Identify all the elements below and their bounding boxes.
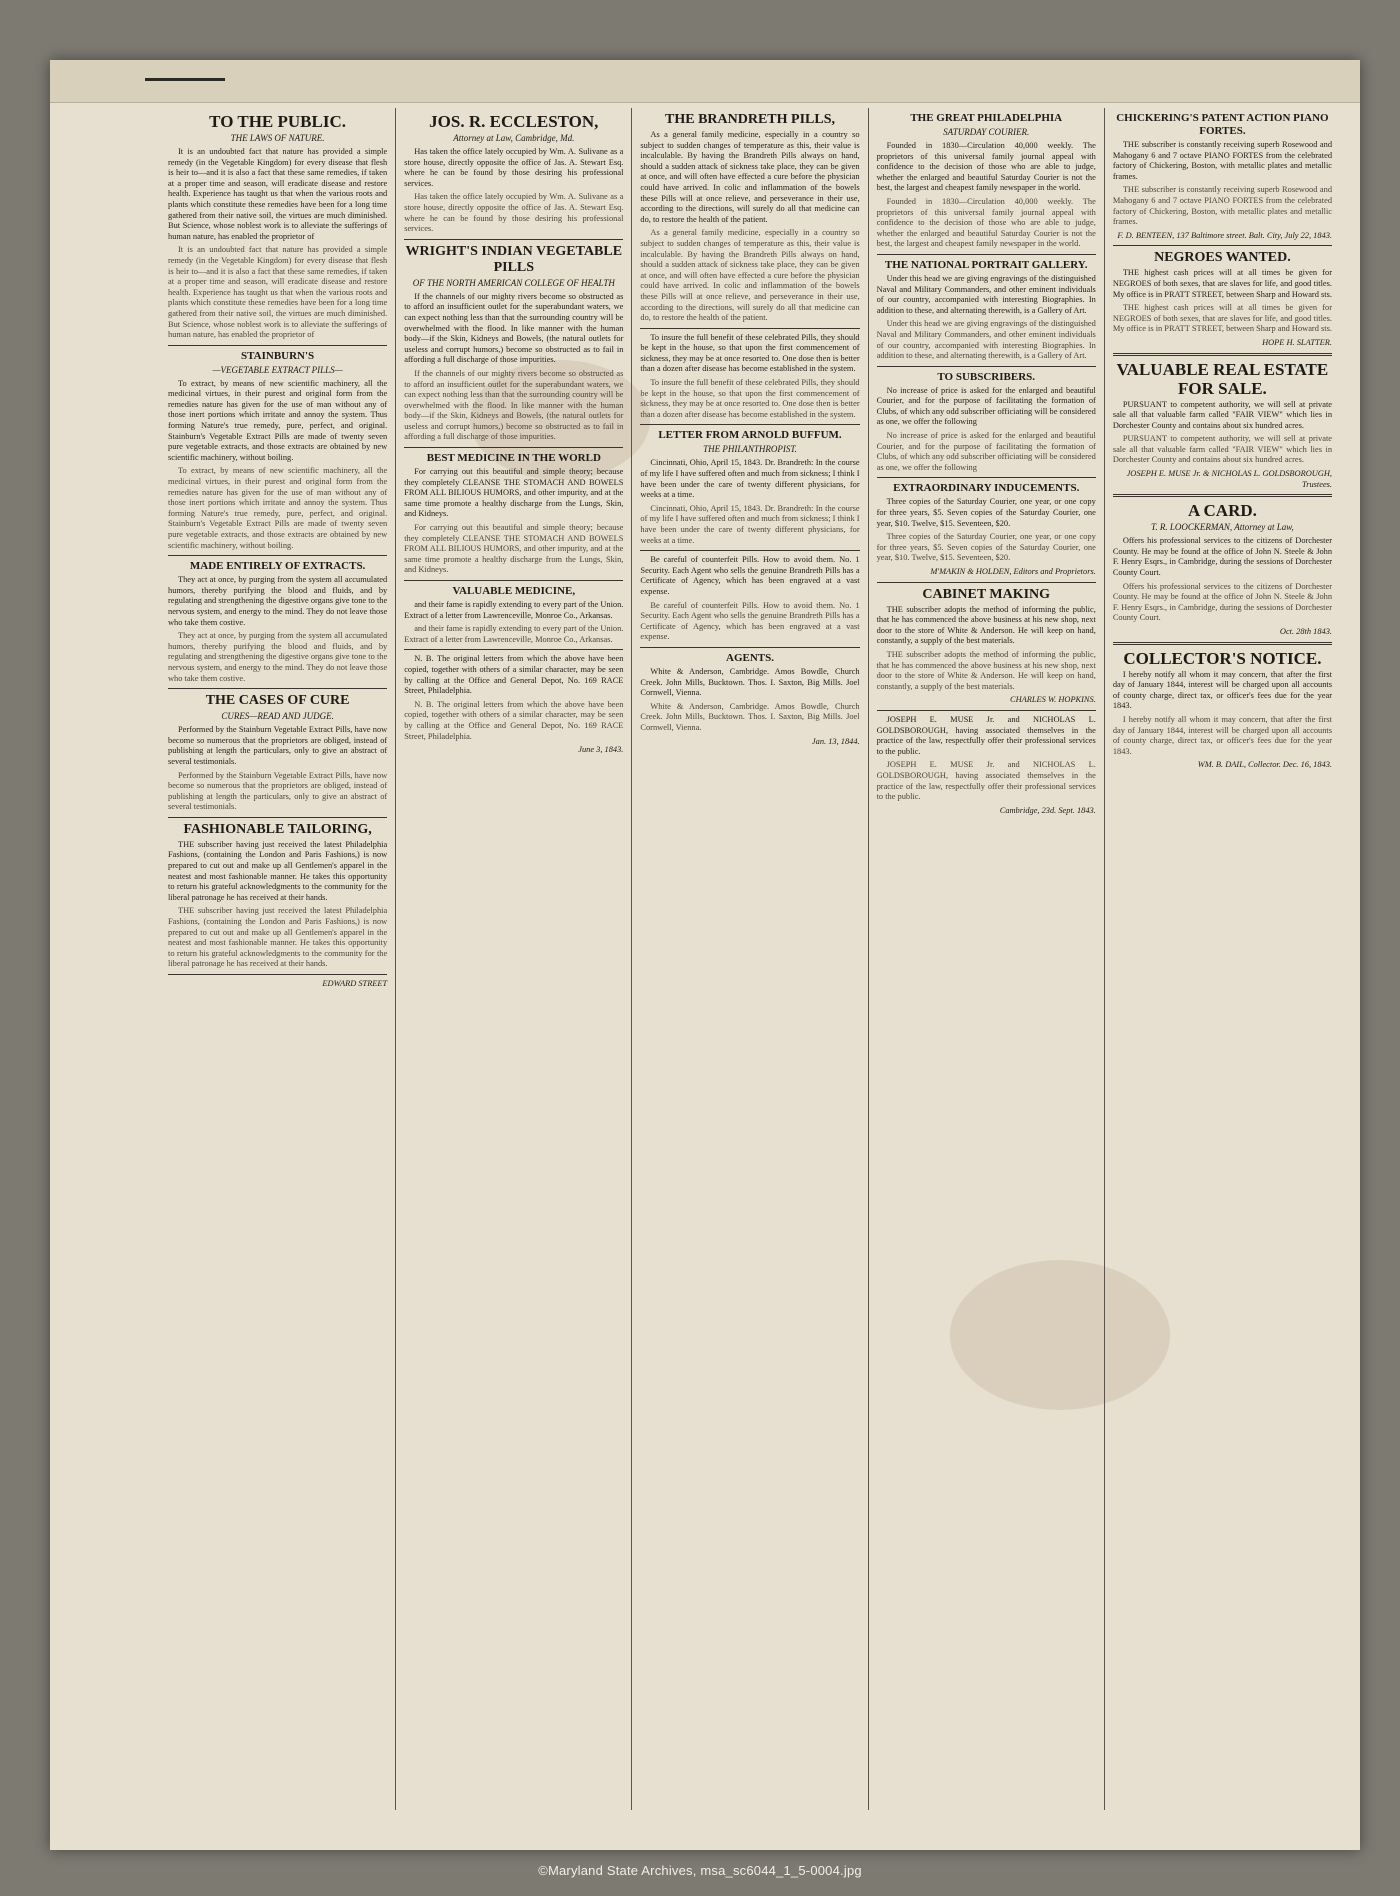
ad-body-continued: They act at once, by purging from the system all accumulated humors, thereby purifying the blood and fluids, and by regulating and strengthening the digestive organs give tone to the nervous system, and energy to the mind. They do not leave those who take them costive.	[168, 631, 388, 683]
ad-body-continued: To extract, by means of new scientific machinery, all the medicinal virtues, in their purest and original form from the remedies nature has given for the use of man without any of those inert portions which irritate and annoy the system. Thus forming Nature's true remedy, pure, perfect, and original. Stainburn's Vegetable Extract Pills are made of twenty seven pure vegetable extracts, and those extracts are obtained by new scientific machinery, without boiling.	[168, 466, 388, 550]
ad-body-continued: For carrying out this beautiful and simple theory; because they completely CLEANSE THE STOMACH AND BOWELS FROM ALL BILIOUS HUMORS, and other impurity, and at the same time promote a healthy discharge from the Lungs, Skin, and Kidneys.	[404, 523, 624, 575]
ad-heading: THE CASES OF CURE	[205, 693, 350, 709]
column-rule	[640, 424, 859, 425]
column-rule	[877, 477, 1096, 478]
ad-heading: CHICKERING'S PATENT ACTION PIANO FORTES.	[1116, 112, 1329, 137]
column-5	[1105, 108, 1340, 1810]
ad-heading: VALUABLE MEDICINE,	[452, 585, 576, 597]
ad-signature: JOSEPH E. MUSE Jr. & NICHOLAS L. GOLDSBOROUGH, Trustees.	[1126, 469, 1333, 489]
column-rule	[1113, 642, 1332, 645]
column-rule	[168, 974, 387, 975]
ad-body-continued: Cincinnati, Ohio, April 15, 1843. Dr. Brandreth: In the course of my life I have suffered often and much from sickness; I think I have been under the care of twenty different physicians, for weeks at a time.	[640, 503, 860, 545]
ad-body: White & Anderson, Cambridge. Amos Bowdle, Church Creek. John Mills, Bucktown. Thos. I. Saxton, Big Mills. Joel Cornwell, Vienna.	[640, 666, 860, 698]
ad-body: Be careful of counterfeit Pills. How to avoid them. No. 1 Security. Each Agent who sells the genuine Brandreth Pills has a Certificate of Agency, which has been engraved at a vast expense.	[640, 555, 860, 596]
ad-heading: CABINET MAKING	[922, 586, 1051, 602]
ad-body: JOSEPH E. MUSE Jr. and NICHOLAS L. GOLDSBOROUGH, having associated themselves in the practice of the law, respectfully offer their professional services to the public.	[876, 714, 1096, 756]
ad-body: Cincinnati, Ohio, April 15, 1843. Dr. Brandreth: In the course of my life I have suffered often and much from sickness; I think I have been under the care of twenty different physicians, for weeks at a time.	[640, 458, 860, 500]
ad-body-continued: THE subscriber adopts the method of informing the public, that he has commenced the above business at his new shop, next door to the store of White & Anderson. He will keep on hand, constantly, a supply of the best materials.	[876, 649, 1096, 691]
newspaper-columns	[160, 108, 1340, 1810]
ad-body: It is an undoubted fact that nature has provided a simple remedy (in the Vegetable Kingdom) for every disease that flesh is heir to—and it is also a fact that these same remedies, if taken at a proper time and season, will eradicate disease and restore health. Experience has taught us that when the various roots and plants which constitute these remedies have been for a long time gathered from their native soil, the virtues are much diminished. But Science, whose noblest work is to alleviate the sufferings of human nature, has enabled the proprietor of	[168, 147, 388, 241]
ad-subheading: THE PHILANTHROPIST.	[703, 444, 797, 455]
ad-heading: FASHIONABLE TAILORING,	[183, 821, 372, 837]
ad-heading: AGENTS.	[726, 651, 774, 664]
ad-body-continued: No increase of price is asked for the enlarged and beautiful Courier, and for the purpose of facilitating the formation of Clubs, of which any odd subscriber officiating will be considered as one, we offer the following	[876, 431, 1096, 472]
ad-body-continued: PURSUANT to competent authority, we will sell at private sale all that valuable farm called "FAIR VIEW" which lies in Dorchester County and contains about six hundred acres.	[1112, 434, 1333, 465]
ad-body-continued: Has taken the office lately occupied by Wm. A. Sulivane as a store house, directly opposite the office of Jas. A. Stewart Esq. where he can be found by those desiring his professional services.	[404, 192, 624, 234]
ad-body-continued: and their fame is rapidly extending to every part of the Union. Extract of a letter from Lawrenceville, Monroe Co., Arkansas.	[404, 624, 624, 644]
ad-body: No increase of price is asked for the enlarged and beautiful Courier, and for the purpose of facilitating the formation of Clubs, of which any odd subscriber officiating will be considered as one, we offer the following	[876, 385, 1096, 427]
ad-signature: WM. B. DAIL, Collector. Dec. 16, 1843.	[1197, 760, 1333, 770]
ad-signature: June 3, 1843.	[578, 745, 624, 755]
ad-signature: Oct. 28th 1843.	[1279, 627, 1333, 636]
ad-body-continued: THE highest cash prices will at all times be given for NEGROES of both sexes, that are slaves for life, and good titles. My office is in PRATT STREET, between Sharp and Howard sts.	[1112, 303, 1333, 334]
ad-body: They act at once, by purging from the system all accumulated humors, thereby purifying the blood and fluids, and by regulating and strengthening the digestive organs give tone to the nervous system, and energy to the mind. They do not leave those who take them costive.	[168, 575, 388, 627]
ad-body-continued: White & Anderson, Cambridge. Amos Bowdle, Church Creek. John Mills, Bucktown. Thos. I. Saxton, Big Mills. Joel Cornwell, Vienna.	[640, 701, 860, 732]
column-3	[632, 108, 868, 1810]
column-rule	[168, 688, 387, 689]
ad-body-continued: Offers his professional services to the citizens of Dorchester County. He may be found at the office of John N. Steele & John F. Henry Esqrs., in Cambridge, during the sessions of Dorchester County Court.	[1112, 581, 1333, 623]
ad-subheading: Attorney at Law, Cambridge, Md.	[453, 133, 575, 143]
column-rule	[168, 345, 387, 346]
ad-body-continued: As a general family medicine, especially in a country so subject to sudden changes of temperature as this, their value is incalculable. By having the Brandreth Pills always on hand, should a sudden attack of sickness take place, they can be given at once, and will often have effected a cure before the physician could have arrived. In colic and inflammation of the bowels these Pills will at once relieve, and perseverance in their use, according to the directions, will surely do all that medicine can do, to restore the health of the patient.	[640, 228, 860, 323]
ad-body-continued: THE subscriber is constantly receiving superb Rosewood and Mahogany 6 and 7 octave PIANO FORTES from the celebrated factory of Chickering, Boston, with metallic plates and metallic frames.	[1112, 185, 1333, 227]
ad-signature: CHARLES W. HOPKINS.	[1010, 695, 1096, 705]
column-rule	[404, 447, 623, 448]
ad-heading: COLLECTOR'S NOTICE.	[1123, 648, 1322, 668]
archive-watermark: ©Maryland State Archives, msa_sc6044_1_5-0004.jpg	[538, 1863, 862, 1878]
ad-heading: THE NATIONAL PORTRAIT GALLERY.	[884, 258, 1088, 271]
column-2	[396, 108, 632, 1810]
ad-body-continued: If the channels of our mighty rivers become so obstructed as to afford an insufficient outlet for the superabundant waters, we can expect nothing less than that the surrounding country will be overwhelmed with the flood. In like manner with the human body—if the Skin, Kidneys and Bowels, (the natural outlets for useless and corrupt humors,) become so obstructed as to fail in affording a full discharge of those impurities.	[404, 368, 624, 442]
column-rule	[404, 239, 623, 240]
ad-body: Offers his professional services to the citizens of Dorchester County. He may be found at the office of John N. Steele & John F. Henry Esqrs., in Cambridge, during the sessions of Dorchester County Court.	[1112, 536, 1333, 578]
column-4	[869, 108, 1105, 1810]
ink-mark	[145, 78, 225, 81]
ad-body: Performed by the Stainburn Vegetable Extract Pills, have now become so numerous that the proprietors are obliged, instead of publishing at length the particulars, only to give an abstract of several testimonials.	[168, 725, 388, 766]
ad-body: and their fame is rapidly extending to every part of the Union. Extract of a letter from Lawrenceville, Monroe Co., Arkansas.	[404, 600, 624, 620]
ad-body-continued: Founded in 1830—Circulation 40,000 weekly. The proprietors of this universal family journal appeal with confidence to the decision of those who are able to judge, whether the enlarged and beautiful Saturday Courier is not the best, the largest and cheapest family newspaper in the world.	[876, 196, 1096, 249]
ad-subheading: SATURDAY COURIER.	[943, 127, 1030, 137]
column-rule	[404, 649, 623, 650]
column-1	[160, 108, 396, 1810]
ad-body-continued: To insure the full benefit of these celebrated Pills, they should be kept in the house, so that upon the first commencement of sickness, they may be at once resorted to. One dose then is better than a dozen after disease has become established in the system.	[640, 378, 860, 419]
ad-heading: TO SUBSCRIBERS.	[937, 370, 1036, 383]
ad-body: THE subscriber having just received the latest Philadelphia Fashions, (containing the London and Paris Fashions,) is now prepared to cut out and make up all Gentlemen's apparel in the neatest and most fashionable manner. He takes this opportunity to return his grateful acknowledgments to the community for the liberal patronage he has received at their hands.	[168, 839, 388, 902]
ad-subheading: T. R. LOOCKERMAN, Attorney at Law,	[1151, 522, 1294, 533]
column-rule	[640, 328, 859, 329]
column-rule	[404, 580, 623, 581]
ad-body-continued: Be careful of counterfeit Pills. How to avoid them. No. 1 Security. Each Agent who sells the genuine Brandreth Pills has a Certificate of Agency, which has been engraved at a vast expense.	[640, 600, 860, 642]
ad-heading: THE GREAT PHILADELPHIA	[910, 112, 1063, 124]
ad-body: I hereby notify all whom it may concern, that after the first day of January 1844, interest will be charged upon all accounts of county charge, direct tax, or officer's fees due for the year 1843.	[1112, 669, 1333, 711]
ad-body: THE subscriber adopts the method of informing the public, that he has commenced the above business at his new shop, next door to the store of White & Anderson. He will keep on hand, constantly, a supply of the best materials.	[876, 604, 1096, 646]
ad-body: N. B. The original letters from which the above have been copied, together with others of a similar character, may be seen by calling at the Office and General Depot, No. 169 RACE Street, Philadelphia.	[404, 654, 624, 696]
column-rule	[877, 710, 1096, 711]
column-rule	[877, 366, 1096, 367]
ad-body: For carrying out this beautiful and simple theory; because they completely CLEANSE THE STOMACH AND BOWELS FROM ALL BILIOUS HUMORS, and other impurity, and at the same time promote a healthy discharge from the Lungs, Skin, and Kidneys.	[404, 467, 624, 519]
ad-body: Under this head we are giving engravings of the distinguished Naval and Military Commanders, and other eminent individuals of our country, accompanied with interesting Biographies. In addition to these, and alternating therewith, is a Gallery of Art.	[876, 273, 1096, 315]
ad-body-continued: Three copies of the Saturday Courier, one year, or one copy for three years, $5. Seven copies of the Saturday Courier, one year, $10. Twelve, $15. Seventeen, $20.	[876, 532, 1096, 563]
ad-body: If the channels of our mighty rivers become so obstructed as to afford an insufficient outlet for the superabundant waters, we can expect nothing less than that the surrounding country will be overwhelmed with the flood. In like manner with the human body—if the Skin, Kidneys and Bowels, (the natural outlets for useless and corrupt humors,) become so obstructed as to fail in affording a full discharge of those impurities.	[404, 291, 624, 365]
ad-body-continued: Under this head we are giving engravings of the distinguished Naval and Military Commanders, and other eminent individuals of our country, accompanied with interesting Biographies. In addition to these, and alternating therewith, is a Gallery of Art.	[876, 319, 1096, 361]
ad-body: THE subscriber is constantly receiving superb Rosewood and Mahogany 6 and 7 octave PIANO FORTES from the celebrated factory of Chickering, Boston, with metallic plates and metallic frames.	[1112, 140, 1333, 181]
ad-body: Founded in 1830—Circulation 40,000 weekly. The proprietors of this universal family journal appeal with confidence to the decision of those who are able to judge, whether the enlarged and beautiful Saturday Courier is not the best, the largest and cheapest family newspaper in the world.	[876, 141, 1096, 193]
column-rule	[1113, 353, 1332, 356]
newspaper-page	[50, 60, 1360, 1850]
ad-heading: VALUABLE REAL ESTATE FOR SALE.	[1116, 359, 1329, 398]
column-rule	[168, 817, 387, 818]
ad-heading: THE BRANDRETH PILLS,	[665, 112, 835, 127]
ad-heading: MADE ENTIRELY OF EXTRACTS.	[189, 560, 366, 573]
column-rule	[877, 582, 1096, 583]
ad-body: To insure the full benefit of these celebrated Pills, they should be kept in the house, so that upon the first commencement of sickness, they may be at once resorted to. One dose then is better than a dozen after disease has become established in the system.	[640, 332, 860, 374]
ad-heading: JOS. R. ECCLESTON,	[429, 112, 599, 131]
ad-heading: STAINBURN'S	[241, 349, 315, 362]
ad-signature: M'MAKIN & HOLDEN, Editors and Proprietors.	[930, 567, 1096, 576]
ad-body: Has taken the office lately occupied by Wm. A. Sulivane as a store house, directly opposite the office of Jas. A. Stewart Esq. where he can be found by those desiring his professional services.	[404, 147, 624, 188]
ad-subheading: —VEGETABLE EXTRACT PILLS—	[212, 364, 343, 375]
ad-body-continued: It is an undoubted fact that nature has provided a simple remedy (in the Vegetable Kingdom) for every disease that flesh is heir to—and it is also a fact that these same remedies, if taken at a proper time and season, will eradicate disease and restore health. Experience has taught us that when the various roots and plants which constitute these remedies have been for a long time gathered from their native soil, the virtues are much diminished. But Science, whose noblest work is to alleviate the sufferings of human nature, has enabled the proprietor of	[168, 245, 388, 340]
ad-body: PURSUANT to competent authority, we will sell at private sale all that valuable farm called "FAIR VIEW" which lies in Dorchester County and contains about six hundred acres.	[1112, 399, 1333, 430]
column-rule	[877, 254, 1096, 255]
ad-heading: A CARD.	[1187, 501, 1257, 521]
page-top-strip	[50, 60, 1360, 103]
ad-body-continued: THE subscriber having just received the latest Philadelphia Fashions, (containing the London and Paris Fashions,) is now prepared to cut out and make up all Gentlemen's apparel in the neatest and most fashionable manner. He takes this opportunity to return his grateful acknowledgments to the community for the liberal patronage he has received at their hands.	[168, 906, 388, 969]
ad-heading: TO THE PUBLIC.	[209, 112, 347, 131]
ad-signature: Cambridge, 23d. Sept. 1843.	[999, 805, 1096, 815]
column-rule	[640, 550, 859, 551]
ad-heading: NEGROES WANTED.	[1154, 250, 1291, 266]
ad-heading: WRIGHT'S INDIAN VEGETABLE PILLS	[405, 243, 623, 275]
ad-heading: EXTRAORDINARY INDUCEMENTS.	[893, 482, 1080, 495]
column-rule	[640, 647, 859, 648]
ad-body: As a general family medicine, especially in a country so subject to sudden changes of temperature as this, their value is incalculable. By having the Brandreth Pills always on hand, should a sudden attack of sickness take place, they can be given at once, and will often have effected a cure before the physician could have arrived. In colic and inflammation of the bowels these Pills will at once relieve, and perseverance in their use, according to the directions, will surely do all that medicine can do, to restore the health of the patient.	[640, 130, 860, 224]
ad-signature: HOPE H. SLATTER.	[1262, 337, 1333, 347]
ad-body: THE highest cash prices will at all times be given for NEGROES of both sexes, that are slaves for life, and good titles. My office is in PRATT STREET, between Sharp and Howard sts.	[1112, 268, 1333, 299]
ad-body-continued: N. B. The original letters from which the above have been copied, together with others of a similar character, may be seen by calling at the Office and General Depot, No. 169 RACE Street, Philadelphia.	[404, 699, 624, 741]
ad-signature: Jan. 13, 1844.	[811, 736, 860, 746]
ad-body: To extract, by means of new scientific machinery, all the medicinal virtues, in their purest and original form from the remedies nature has given for the use of man without any of those inert portions which irritate and annoy the system. Thus forming Nature's true remedy, pure, perfect, and original. Stainburn's Vegetable Extract Pills are made of twenty seven pure vegetable extracts, and those extracts are obtained by new scientific machinery, without boiling.	[168, 378, 388, 462]
ad-signature: F. D. BENTEEN, 137 Baltimore street. Balt. City, July 22, 1843.	[1117, 230, 1333, 240]
ad-subheading: CURES—READ AND JUDGE.	[221, 711, 334, 722]
ad-heading: BEST MEDICINE IN THE WORLD	[426, 452, 601, 465]
column-rule	[168, 555, 387, 556]
ad-body-continued: JOSEPH E. MUSE Jr. and NICHOLAS L. GOLDSBOROUGH, having associated themselves in the practice of the law, respectfully offer their professional services to the public.	[876, 760, 1096, 802]
ad-heading: LETTER FROM ARNOLD BUFFUM.	[658, 429, 842, 442]
ad-signature: EDWARD STREET	[322, 979, 388, 988]
column-rule	[1113, 245, 1332, 246]
ad-body: Three copies of the Saturday Courier, one year, or one copy for three years, $5. Seven copies of the Saturday Courier, one year, $10. Twelve, $15. Seventeen, $20.	[876, 497, 1096, 528]
column-rule	[1113, 494, 1332, 497]
ad-subheading: OF THE NORTH AMERICAN COLLEGE OF HEALTH	[412, 277, 615, 288]
ad-subheading: THE LAWS OF NATURE.	[230, 133, 325, 143]
ad-body-continued: I hereby notify all whom it may concern, that after the first day of January 1844, interest will be charged upon all accounts of county charge, direct tax, or officer's fees due for the year 1843.	[1112, 714, 1333, 756]
ad-body-continued: Performed by the Stainburn Vegetable Extract Pills, have now become so numerous that the proprietors are obliged, instead of publishing at length the particulars, only to give an abstract of several testimonials.	[168, 770, 388, 812]
